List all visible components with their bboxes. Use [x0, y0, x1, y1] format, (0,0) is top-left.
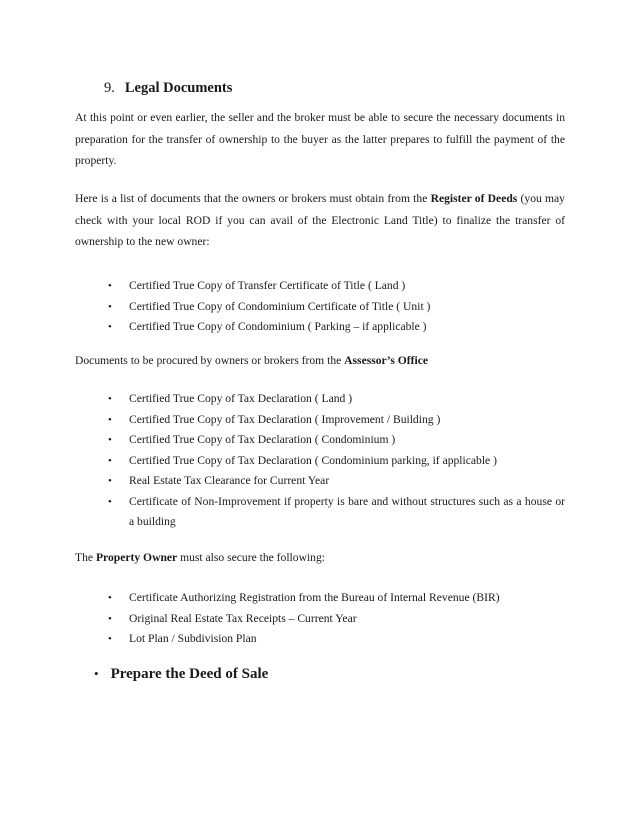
assessor-line — [75, 354, 428, 367]
list-item — [0, 609, 565, 630]
bullet-icon: • — [108, 413, 112, 426]
bullet-icon: • — [108, 434, 112, 446]
list-item-text: Certified True Copy of Tax Declaration ( Improvement / Building ) — [129, 412, 441, 426]
list-item — [0, 297, 565, 318]
bullet-icon: • — [108, 475, 112, 487]
list-item-text: Certified True Copy of Condominium ( Parking – if applicable ) — [129, 320, 427, 333]
list-item-text: Certified True Copy of Tax Declaration ( Land ) — [129, 392, 353, 405]
bullet-icon: • — [108, 300, 112, 313]
next-section-title: Prepare the Deed of Sale — [110, 666, 269, 682]
list-item-text: Certified True Copy of Transfer Certificate of Title ( Land ) — [129, 279, 406, 292]
owner-line-text-end: must also secure the following: — [177, 551, 325, 564]
list-item — [0, 276, 565, 297]
bullet-icon: • — [94, 666, 99, 681]
rod-document-list — [0, 276, 638, 338]
list-item — [0, 629, 565, 650]
owner-document-list — [0, 588, 638, 650]
list-item-text: Certified True Copy of Tax Declaration ( Condominium ) — [129, 433, 396, 446]
owner-line-text: The — [75, 551, 96, 564]
assessor-document-list — [0, 389, 638, 533]
owner-line — [75, 551, 325, 564]
bullet-icon: • — [108, 592, 112, 604]
bullet-icon: • — [108, 280, 112, 292]
rod-office-name: Register of Deeds — [430, 192, 518, 205]
assessor-office-name: Assessor’s Office — [344, 354, 428, 367]
list-item-text: Original Real Estate Tax Receipts – Current Year — [129, 611, 357, 625]
list-item-text: Real Estate Tax Clearance for Current Year — [129, 474, 330, 487]
list-item-text: Certified True Copy of Condominium Certificate of Title ( Unit ) — [129, 299, 431, 313]
next-section-bullet — [94, 666, 268, 683]
intro-paragraph: At this point or even earlier, the seller and the broker must be able to secure the necessary documents in preparation for the transfer of ownership to the buyer as the latter prepares to fulfill the payment of the property. — [75, 111, 565, 167]
section-heading — [104, 80, 232, 97]
bullet-icon: • — [108, 321, 112, 333]
list-item-text: Certificate Authorizing Registration from the Bureau of Internal Revenue (BIR) — [129, 591, 500, 604]
list-item — [0, 588, 565, 609]
list-item — [0, 317, 565, 338]
bullet-icon: • — [108, 495, 112, 508]
section-title: Legal Documents — [124, 80, 233, 96]
rod-paragraph-text: Here is a list of documents that the owners or brokers must obtain from the — [75, 192, 431, 205]
rod-paragraph — [75, 188, 565, 253]
list-item — [0, 492, 565, 533]
list-item — [0, 451, 565, 472]
bullet-icon: • — [108, 633, 112, 645]
bullet-icon: • — [108, 454, 112, 467]
list-item — [0, 471, 565, 492]
list-item — [0, 430, 565, 451]
list-item — [0, 410, 565, 431]
list-item-text: Certified True Copy of Tax Declaration ( Condominium parking, if applicable ) — [129, 453, 497, 467]
bullet-icon: • — [108, 612, 112, 625]
list-item — [0, 389, 565, 410]
rod-paragraph-text-end: (you may check with your local ROD if you can avail of the Electronic Land Title) to finalize the transfer of ownership to the new owner: — [75, 192, 565, 248]
assessor-line-text: Documents to be procured by owners or brokers from the — [75, 354, 345, 367]
list-item-text: Lot Plan / Subdivision Plan — [129, 632, 257, 645]
list-item-text: Certificate of Non-Improvement if property is bare and without structures such as a house or a building — [129, 494, 565, 528]
bullet-icon: • — [108, 393, 112, 405]
section-number: 9. — [104, 80, 115, 96]
property-owner-label: Property Owner — [95, 551, 178, 564]
